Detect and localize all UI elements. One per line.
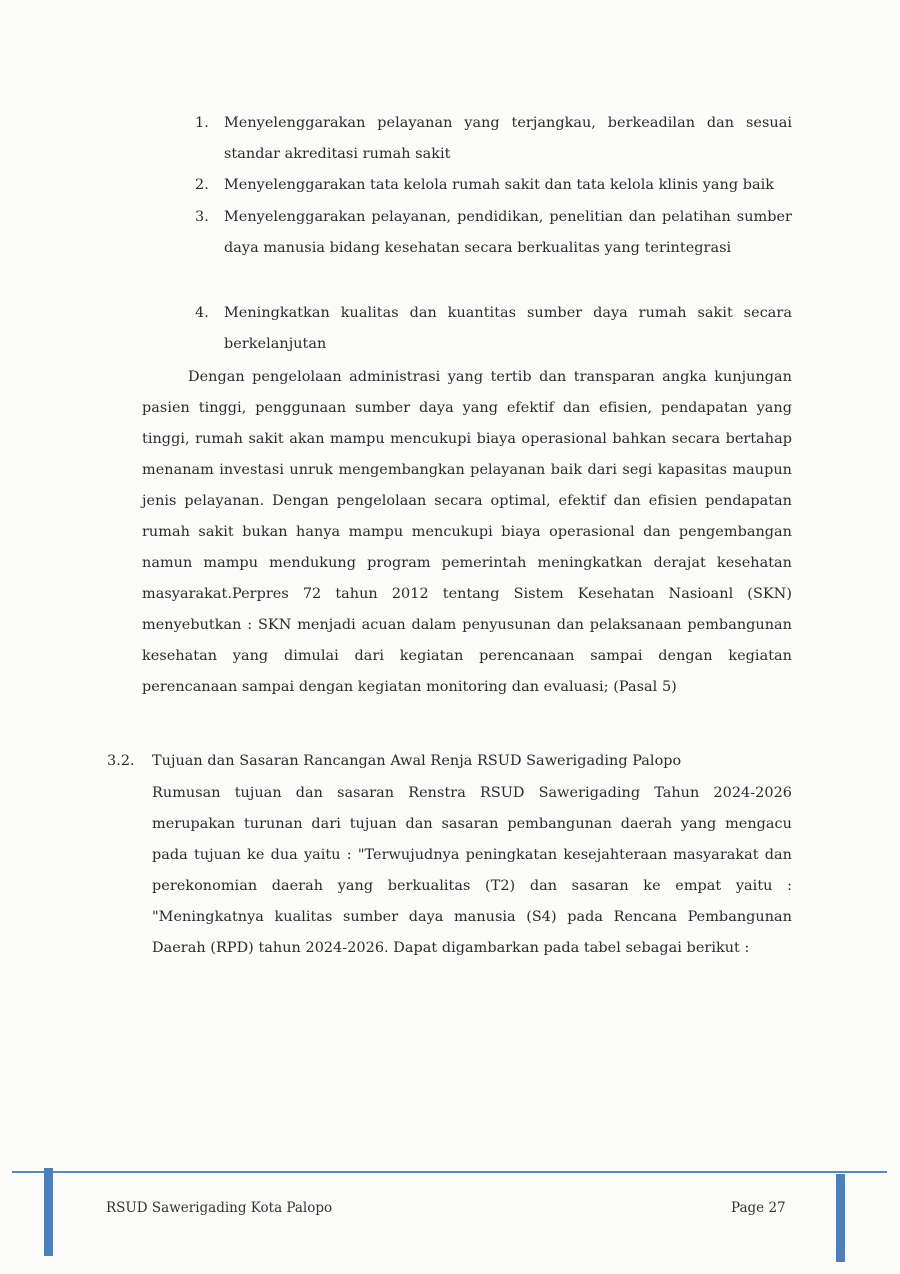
page-number: Page 27	[731, 1200, 786, 1216]
list-number: 2.	[195, 177, 209, 193]
footer-right-bar	[836, 1174, 845, 1262]
list-text: Menyelenggarakan tata kelola rumah sakit dan tata kelola klinis yang baik	[224, 177, 775, 193]
section-title: Tujuan dan Sasaran Rancangan Awal Renja RSUD Sawerigading Palopo	[152, 753, 682, 769]
section-number: 3.2.	[107, 753, 135, 769]
list-text: Menyelenggarakan pelayanan yang terjangkau, berkeadilan dan sesuai standar akreditasi rumah sakit	[224, 115, 792, 162]
list-text: Menyelenggarakan pelayanan, pendidikan, penelitian dan pelatihan sumber daya manusia bidang kesehatan secara berkualitas yang terintegrasi	[224, 209, 792, 256]
list-number: 3.	[195, 209, 209, 225]
section-paragraph: Rumusan tujuan dan sasaran Renstra RSUD Sawerigading Tahun 2024-2026 merupakan turunan dari tujuan dan sasaran pembangunan daerah yang mengacu pada tujuan ke dua yaitu : "Terwujudnya peningkatan kesejahteraan masyarakat dan perekonomian daerah yang berkualitas (T2) dan sasaran ke empat yaitu : "Meningkatnya kualitas sumber daya manusia (S4) pada Rencana Pembangunan Daerah (RPD) tahun 2024-2026. Dapat digambarkan pada tabel sebagai berikut :	[152, 785, 792, 956]
footer-organization: RSUD Sawerigading Kota Palopo	[106, 1200, 333, 1216]
footer-left-bar	[44, 1168, 53, 1256]
list-number: 4.	[195, 305, 209, 321]
footer-divider	[12, 1171, 887, 1173]
list-text: Meningkatkan kualitas dan kuantitas sumber daya rumah sakit secara berkelanjutan	[224, 305, 792, 352]
body-paragraph: Dengan pengelolaan administrasi yang tertib dan transparan angka kunjungan pasien tinggi, penggunaan sumber daya yang efektif dan efisien, pendapatan yang tinggi, rumah sakit akan mampu mencukupi biaya operasional bahkan secara bertahap menanam investasi unruk mengembangkan pelayanan baik dari segi kapasitas maupun jenis pelayanan. Dengan pengelolaan secara optimal, efektif dan efisien pendapatan rumah sakit bukan hanya mampu mencukupi biaya operasional dan pengembangan namun mampu mendukung program pemerintah meningkatkan derajat kesehatan masyarakat.Perpres 72 tahun 2012 tentang Sistem Kesehatan Nasioanl (SKN) menyebutkan : SKN menjadi acuan dalam penyusunan dan pelaksanaan pembangunan kesehatan yang dimulai dari kegiatan perencanaan sampai dengan kegiatan perencanaan sampai dengan kegiatan monitoring dan evaluasi; (Pasal 5)	[142, 369, 792, 695]
list-number: 1.	[195, 115, 209, 131]
